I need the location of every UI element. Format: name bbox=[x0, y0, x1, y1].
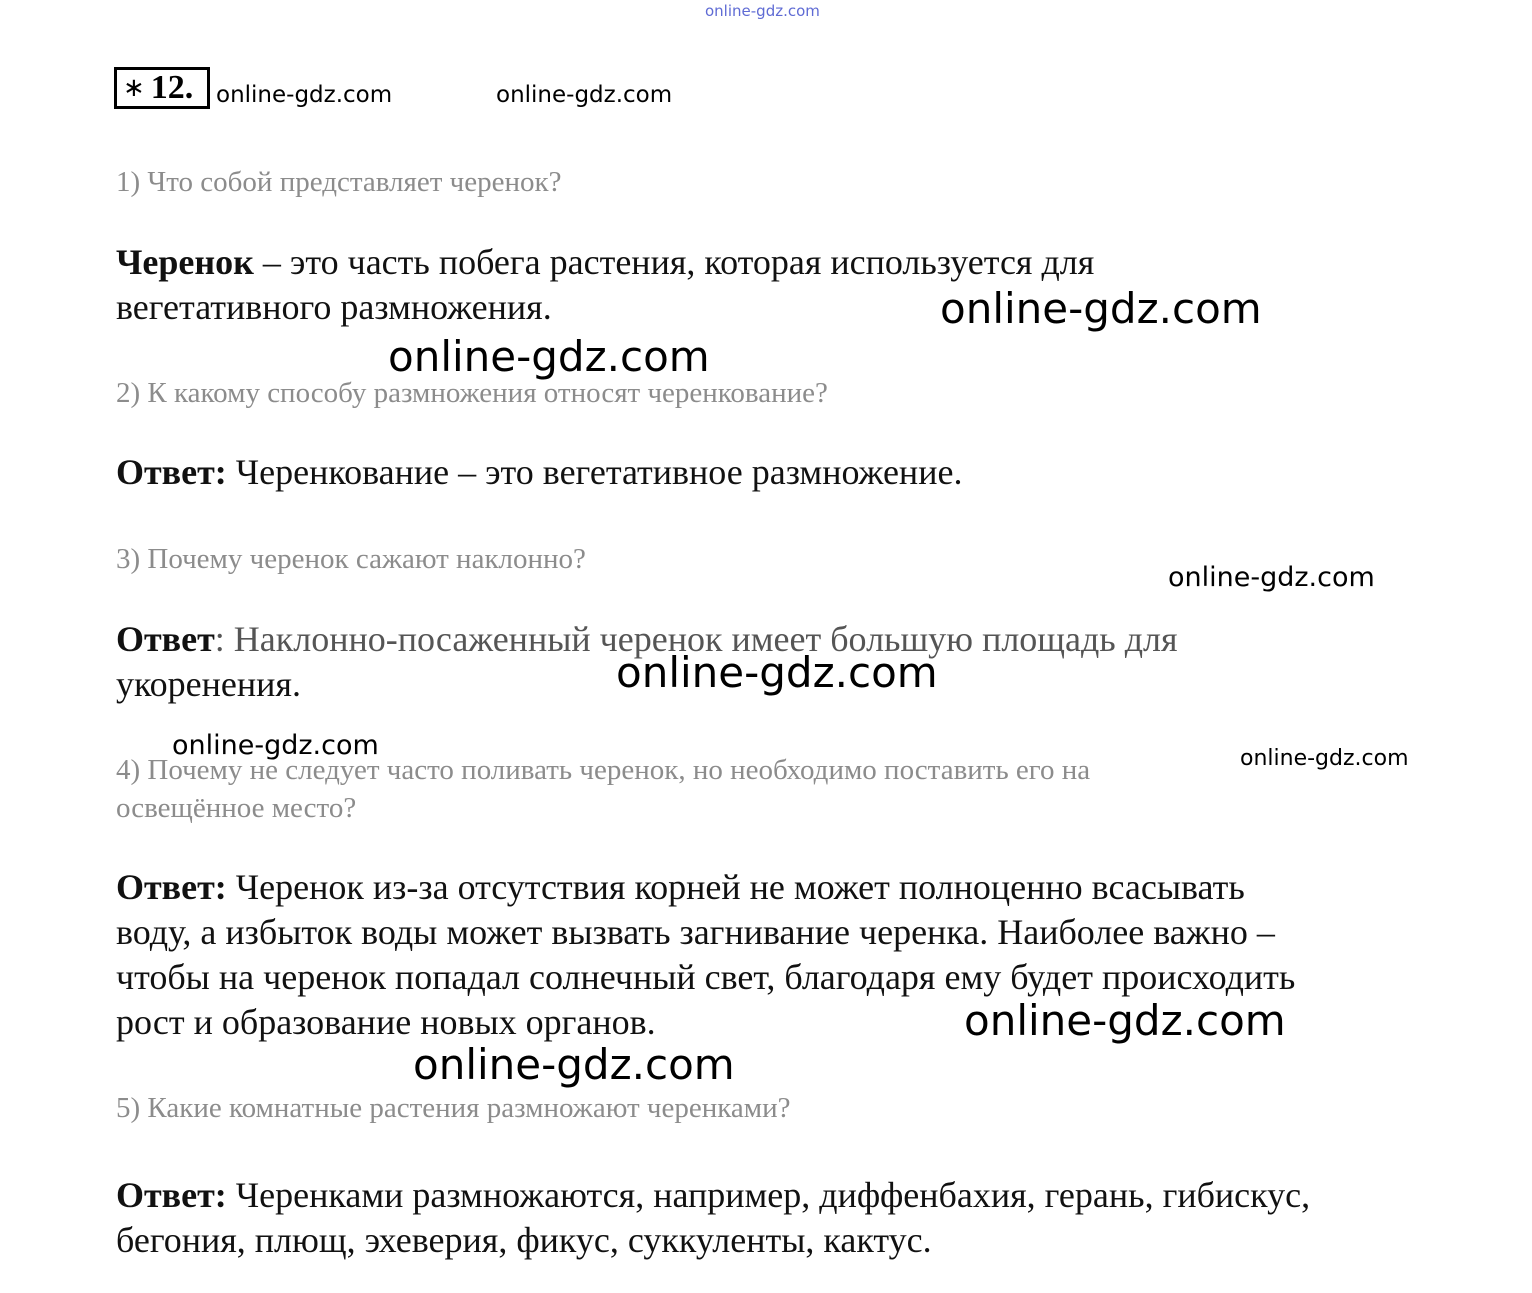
answer-5-line-2: бегония, плющ, эхеверия, фикус, суккуленты, кактус. bbox=[116, 1220, 932, 1260]
answer-2-label: Ответ: bbox=[116, 452, 227, 492]
answer-4-line-4: рост и образование новых органов. bbox=[116, 1002, 656, 1042]
question-3: 3) Почему черенок сажают наклонно? bbox=[116, 543, 586, 575]
watermark-top: online-gdz.com bbox=[705, 2, 820, 20]
star-icon: ∗ bbox=[123, 73, 145, 102]
watermark-2: online-gdz.com bbox=[388, 332, 710, 381]
task-number: 12. bbox=[150, 69, 194, 106]
answer-2 bbox=[116, 450, 1436, 495]
answer-5-line-1: Черенками размножаются, например, диффенбахия, герань, гибискус, bbox=[226, 1175, 1311, 1215]
watermark-3: online-gdz.com bbox=[1168, 562, 1375, 593]
question-1: 1) Что собой представляет черенок? bbox=[116, 166, 562, 198]
question-4-line-2: освещённое место? bbox=[116, 792, 357, 824]
answer-4-line-1: Черенок из-за отсутствия корней не может полноценно всасывать bbox=[226, 867, 1245, 907]
watermark-6: online-gdz.com bbox=[1240, 746, 1409, 771]
answer-2-line-1: Черенкование – это вегетативное размножение. bbox=[226, 452, 963, 492]
question-5: 5) Какие комнатные растения размножают черенками? bbox=[116, 1092, 791, 1124]
watermark-1: online-gdz.com bbox=[940, 284, 1262, 333]
watermark-5: online-gdz.com bbox=[172, 730, 379, 761]
question-4 bbox=[116, 751, 1090, 827]
watermark-header-a: online-gdz.com bbox=[216, 82, 393, 108]
watermark-header-b: online-gdz.com bbox=[496, 82, 673, 108]
answer-4-line-3: чтобы на черенок попадал солнечный свет, благодаря ему будет происходить bbox=[116, 957, 1296, 997]
answer-1-line-1: – это часть побега растения, которая используется для bbox=[253, 242, 1095, 282]
answer-5-label: Ответ: bbox=[116, 1175, 227, 1215]
task-number-badge bbox=[114, 67, 210, 109]
answer-1-label: Черенок bbox=[116, 242, 254, 282]
answer-3-line-2: укоренения. bbox=[116, 664, 301, 704]
answer-5 bbox=[116, 1173, 1436, 1263]
question-4-line-1: 4) Почему не следует часто поливать черенок, но необходимо поставить его на bbox=[116, 754, 1091, 786]
watermark-4: online-gdz.com bbox=[616, 648, 938, 697]
answer-4-line-2: воду, а избыток воды может вызвать загнивание черенка. Наиболее важно – bbox=[116, 912, 1275, 952]
question-2: 2) К какому способу размножения относят черенкование? bbox=[116, 377, 828, 409]
answer-3-line-1: : Наклонно-посаженный черенок имеет большую площадь для bbox=[214, 619, 1178, 659]
answer-1-line-2: вегетативного размножения. bbox=[116, 287, 552, 327]
watermark-7: online-gdz.com bbox=[964, 996, 1286, 1045]
answer-4-label: Ответ: bbox=[116, 867, 227, 907]
answer-3-label: Ответ bbox=[116, 619, 215, 659]
watermark-8: online-gdz.com bbox=[413, 1040, 735, 1089]
